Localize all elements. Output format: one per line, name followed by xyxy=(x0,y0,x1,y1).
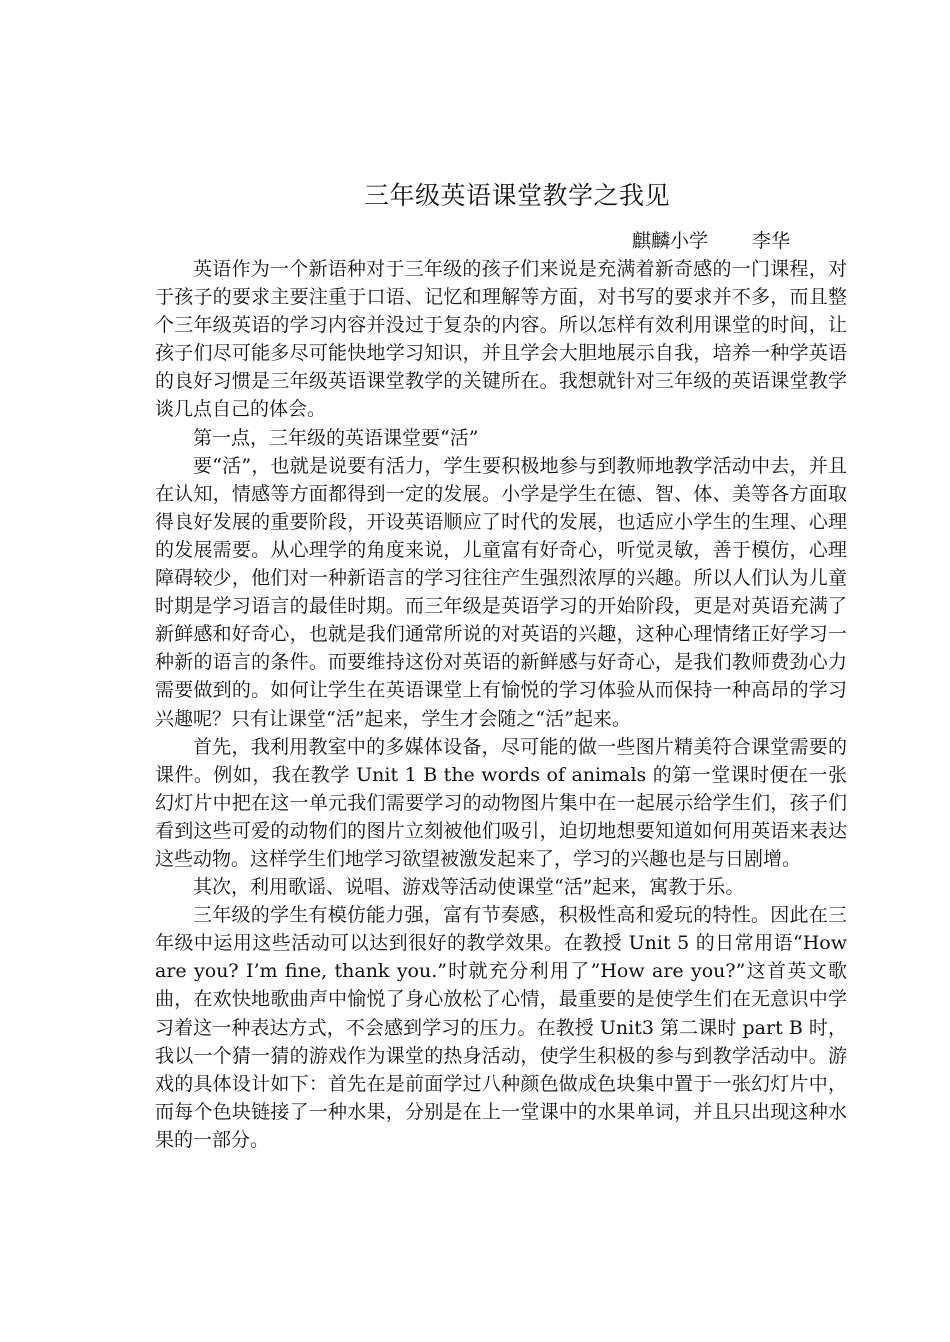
school-name: 麒麟小学 xyxy=(632,230,709,252)
paragraph-point-one-heading: 第一点，三年级的英语课堂要“活” xyxy=(193,426,479,449)
byline xyxy=(632,227,790,255)
author-name: 李华 xyxy=(752,230,791,252)
document-body xyxy=(155,255,847,1154)
paragraph-songs-games-detail: 三年级的学生有模仿能力强，富有节奏感，积极性高和爱玩的特性。因此在三年级中运用这些活动可以达到很好的教学效果。在教授 Unit 5 的日常用语“How are you? I’m fine, thank you.”时就充分利用了”How are you?”这首英文歌曲，在欢快地歌曲声中愉悦了身心放松了心情，最重要的是使学生们在无意识中学习着这一种表达方式，不会感到学习的压力。在教授 Unit3 第二课时 part B 时，我以一个猜一猜的游戏作为课堂的热身活动，使学生积极的参与到教学活动中。游戏的具体设计如下：首先在是前面学过八种颜色做成色块集中置于一张幻灯片中，而每个色块链接了一种水果，分别是在上一堂课中的水果单词，并且只出现这种水果的一部分。 xyxy=(155,904,847,1151)
paragraph-multimedia: 首先，我利用教室中的多媒体设备，尽可能的做一些图片精美符合课堂需要的课件。例如，我在教学 Unit 1 B the words of animals 的第一堂课时便在一张幻灯片中把在这一单元我们需要学习的动物图片集中在一起展示给学生们，孩子们看到这些可爱的动物们的图片立刻被他们吸引，迫切地想要知道如何用英语来表达这些动物。这样学生们地学习欲望被激发起来了，学习的兴趣也是与日剧增。 xyxy=(155,735,847,870)
document-title: 三年级英语课堂教学之我见 xyxy=(363,181,670,210)
paragraph-songs-games-heading: 其次，利用歌谣、说唱、游戏等活动使课堂“活”起来，寓教于乐。 xyxy=(193,876,745,899)
paragraph-lively-explanation: 要“活”，也就是说要有活力，学生要积极地参与到教师地教学活动中去，并且在认知，情感等方面都得到一定的发展。小学是学生在德、智、体、美等各方面取得良好发展的重要阶段，开设英语顺应了时代的发展，也适应小学生的生理、心理的发展需要。从心理学的角度来说，儿童富有好奇心，听觉灵敏，善于模仿，心理障碍较少，他们对一种新语言的学习往往产生强烈浓厚的兴趣。所以人们认为儿童时期是学习语言的最佳时期。而三年级是英语学习的开始阶段，更是对英语充满了新鲜感和好奇心，也就是我们通常所说的对英语的兴趣，这种心理情绪正好学习一种新的语言的条件。而要维持这份对英语的新鲜感与好奇心，是我们教师费劲心力需要做到的。如何让学生在英语课堂上有愉悦的学习体验从而保持一种高昂的学习兴趣呢？只有让课堂“活”起来，学生才会随之“活”起来。 xyxy=(155,454,847,730)
paragraph-intro: 英语作为一个新语种对于三年级的孩子们来说是充满着新奇感的一门课程，对于孩子的要求主要注重于口语、记忆和理解等方面，对书写的要求并不多，而且整个三年级英语的学习内容并没过于复杂的内容。所以怎样有效利用课堂的时间，让孩子们尽可能多尽可能快地学习知识，并且学会大胆地展示自我，培养一种学英语的良好习惯是三年级英语课堂教学的关键所在。我想就针对三年级的英语课堂教学谈几点自己的体会。 xyxy=(155,258,847,421)
